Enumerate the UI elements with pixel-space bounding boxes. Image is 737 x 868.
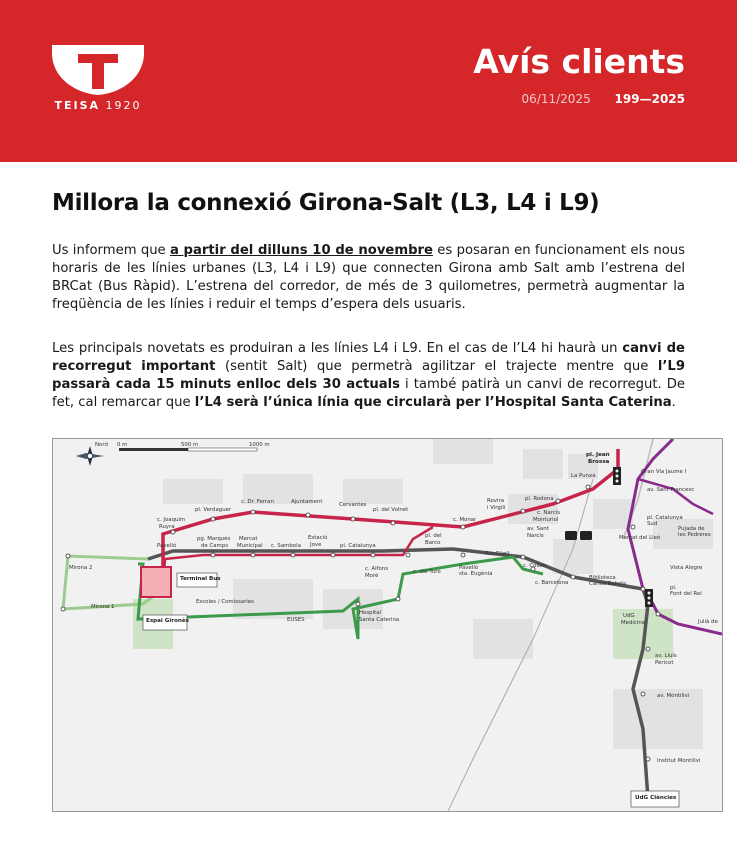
- train-station-icon: [565, 531, 592, 540]
- stop-mercat-lleo: Mercat del Lleó: [619, 535, 661, 541]
- notice-meta: [522, 92, 685, 106]
- stop-riu-guell: Riu Güell: [485, 551, 510, 557]
- stop-pedreres: Pujada de: [678, 526, 705, 532]
- svg-text:sta. Eugènia: sta. Eugènia: [459, 571, 493, 577]
- svg-text:i Virgili: i Virgili: [487, 505, 506, 511]
- stop-mercat-municipal: Mercat: [239, 536, 258, 542]
- teisa-logo: [52, 45, 144, 112]
- svg-text:Monturiol: Monturiol: [533, 517, 559, 523]
- stop-catalunya-west: pl. Catalunya: [340, 543, 376, 549]
- stop-euses: EUSES: [287, 617, 305, 623]
- stop-terminal-bus: Terminal Bus: [180, 576, 221, 582]
- stop-pavello: Pavelló: [157, 543, 177, 549]
- stop-marques-camps: pg. Marquès: [197, 536, 231, 542]
- svg-text:Municipal: Municipal: [237, 543, 263, 549]
- stop-sambola: c. Sambola: [271, 543, 301, 549]
- notice-number: 199—2025: [614, 92, 685, 106]
- stop-estacio-jove: Estació: [308, 535, 328, 541]
- compass-icon: [76, 446, 104, 466]
- svg-text:Barco: Barco: [425, 540, 441, 546]
- stop-alfons-more: c. Alfons: [365, 566, 388, 572]
- map-blocks: [163, 439, 713, 749]
- svg-text:Brossa: Brossa: [588, 459, 610, 465]
- stop-pavello-sta-eugenia: Pavelló: [459, 565, 479, 571]
- stop-udg-ciencies: UdG Ciències: [635, 795, 677, 801]
- stop-barcelona: c. Barcelona: [535, 580, 569, 586]
- stop-narcis-monturiol: c. Narcís: [537, 510, 561, 516]
- svg-text:Medicina: Medicina: [621, 620, 646, 626]
- stop-joaquim-ruyra: c. Joaquim: [157, 517, 186, 523]
- scale-start: 0 m: [117, 442, 128, 448]
- stop-cervantes: Cervantes: [339, 502, 367, 508]
- route-map: [52, 438, 723, 812]
- stop-dr-ferran: c. Dr. Ferran: [241, 499, 274, 505]
- map-parks: [133, 599, 673, 659]
- header-banner: [0, 0, 737, 162]
- stop-monar: c. Monar: [453, 517, 477, 523]
- article-title: Millora la connexió Girona-Salt (L3, L4 i L9): [52, 190, 600, 216]
- stop-rodona: pl. Rodona: [525, 496, 554, 502]
- scale-bar: [119, 448, 257, 451]
- svg-text:Santa Caterina: Santa Caterina: [359, 617, 400, 623]
- teisa-logo-icon: [52, 45, 144, 95]
- traffic-light-icon: [613, 467, 621, 485]
- svg-text:Narcís: Narcís: [527, 533, 544, 539]
- stop-volnet: pl. del Volnet: [373, 507, 409, 513]
- stop-font-rei: pl.: [670, 585, 677, 591]
- scale-end: 1000 m: [249, 442, 270, 448]
- notice-date: 06/11/2025: [521, 92, 591, 106]
- stop-udg-medicina: UdG: [623, 613, 635, 619]
- logo-wordmark: TEISA 1920: [54, 99, 142, 112]
- stop-mirona-2: Mirona 2: [69, 565, 93, 571]
- terminal-area: [141, 567, 171, 597]
- traffic-light-icon: [645, 589, 653, 607]
- start-date-highlight: a partir del dilluns 10 de novembre: [169, 243, 434, 258]
- stop-julia: Julià de: [698, 619, 718, 625]
- paragraph-changes: Les principals novetats es produiran a les línies L4 i L9. En el cas de l’L4 hi haurà un canvi de recorregut important (sentit Salt) que permetrà agilitzar el trajecte mentre que l’L9 passarà cada 15 minuts enlloc dels 30 actuals i també patirà un canvi de recorregut. De fet, cal remarcar que l’L4 serà l’única línia que circularà per l’Hospital Santa Caterina.: [52, 341, 686, 410]
- stop-escoles: Escoles / Comissaries: [196, 599, 254, 605]
- stop-institut-montilivi: Institut Montilivi: [657, 758, 701, 764]
- stop-ajuntament: Ajuntament: [291, 499, 323, 505]
- stop-la-punxa: La Punxa: [571, 473, 596, 479]
- stop-catalunya-east: pl. Catalunya: [647, 515, 683, 521]
- svg-text:Moré: Moré: [365, 573, 379, 579]
- stop-mirona-1: Mirona 1: [91, 604, 115, 610]
- north-label: Nord: [95, 442, 108, 448]
- stop-sant-narcis: av. Sant: [527, 526, 549, 532]
- stop-sant-francesc: av. Sant Francesc: [647, 487, 695, 493]
- stop-turo: c. del Turó: [413, 569, 441, 575]
- stop-espai-girones: Espai Gironès: [146, 618, 190, 624]
- route-map-svg: [53, 439, 722, 811]
- stop-hospital: Hospital: [359, 610, 381, 616]
- svg-text:Jove: Jove: [310, 542, 322, 548]
- scale-mid: 500 m: [181, 442, 199, 448]
- svg-text:Sud: Sud: [647, 521, 658, 527]
- stop-gran-via: Gran Via Jaume I: [641, 469, 687, 475]
- stop-lluis-pericot: av. Lluís: [655, 653, 677, 659]
- stop-rovira: Rovira: [487, 498, 505, 504]
- svg-text:Pericot: Pericot: [655, 660, 674, 666]
- notice-title: Avís clients: [473, 42, 685, 81]
- svg-text:les Pedreres: les Pedreres: [678, 532, 711, 538]
- svg-text:Carles Rahola: Carles Rahola: [589, 581, 627, 587]
- stop-barco: pl. del: [425, 533, 442, 539]
- svg-text:de Camps: de Camps: [201, 543, 229, 549]
- stop-vista-alegre: Vista Alegre: [670, 565, 703, 571]
- stop-colom: c. Colom: [523, 563, 547, 569]
- line-grey: [148, 549, 648, 799]
- svg-text:Font del Rei: Font del Rei: [670, 591, 702, 597]
- stop-montilivi: av. Montilivi: [657, 693, 690, 699]
- stop-biblioteca: Biblioteca: [589, 575, 616, 581]
- paragraph-intro: Us informem que a partir del dilluns 10 de novembre es posaran en funcionament els nous horaris de les línies urbanes (L3, L4 i L9) que connecten Girona amb Salt amb l’estrena del BRCat (Bus Ràpid). L’estrena del corredor, de més de 3 quilometres, permetrà augmentar la freqüència de les línies i reduir el temps d’espera dels usuaris.: [52, 243, 685, 312]
- stop-jean-brossa: pl. Jean: [586, 452, 610, 458]
- svg-text:Ruyra: Ruyra: [159, 524, 175, 530]
- stop-verdaguer: pl. Verdaguer: [195, 507, 232, 513]
